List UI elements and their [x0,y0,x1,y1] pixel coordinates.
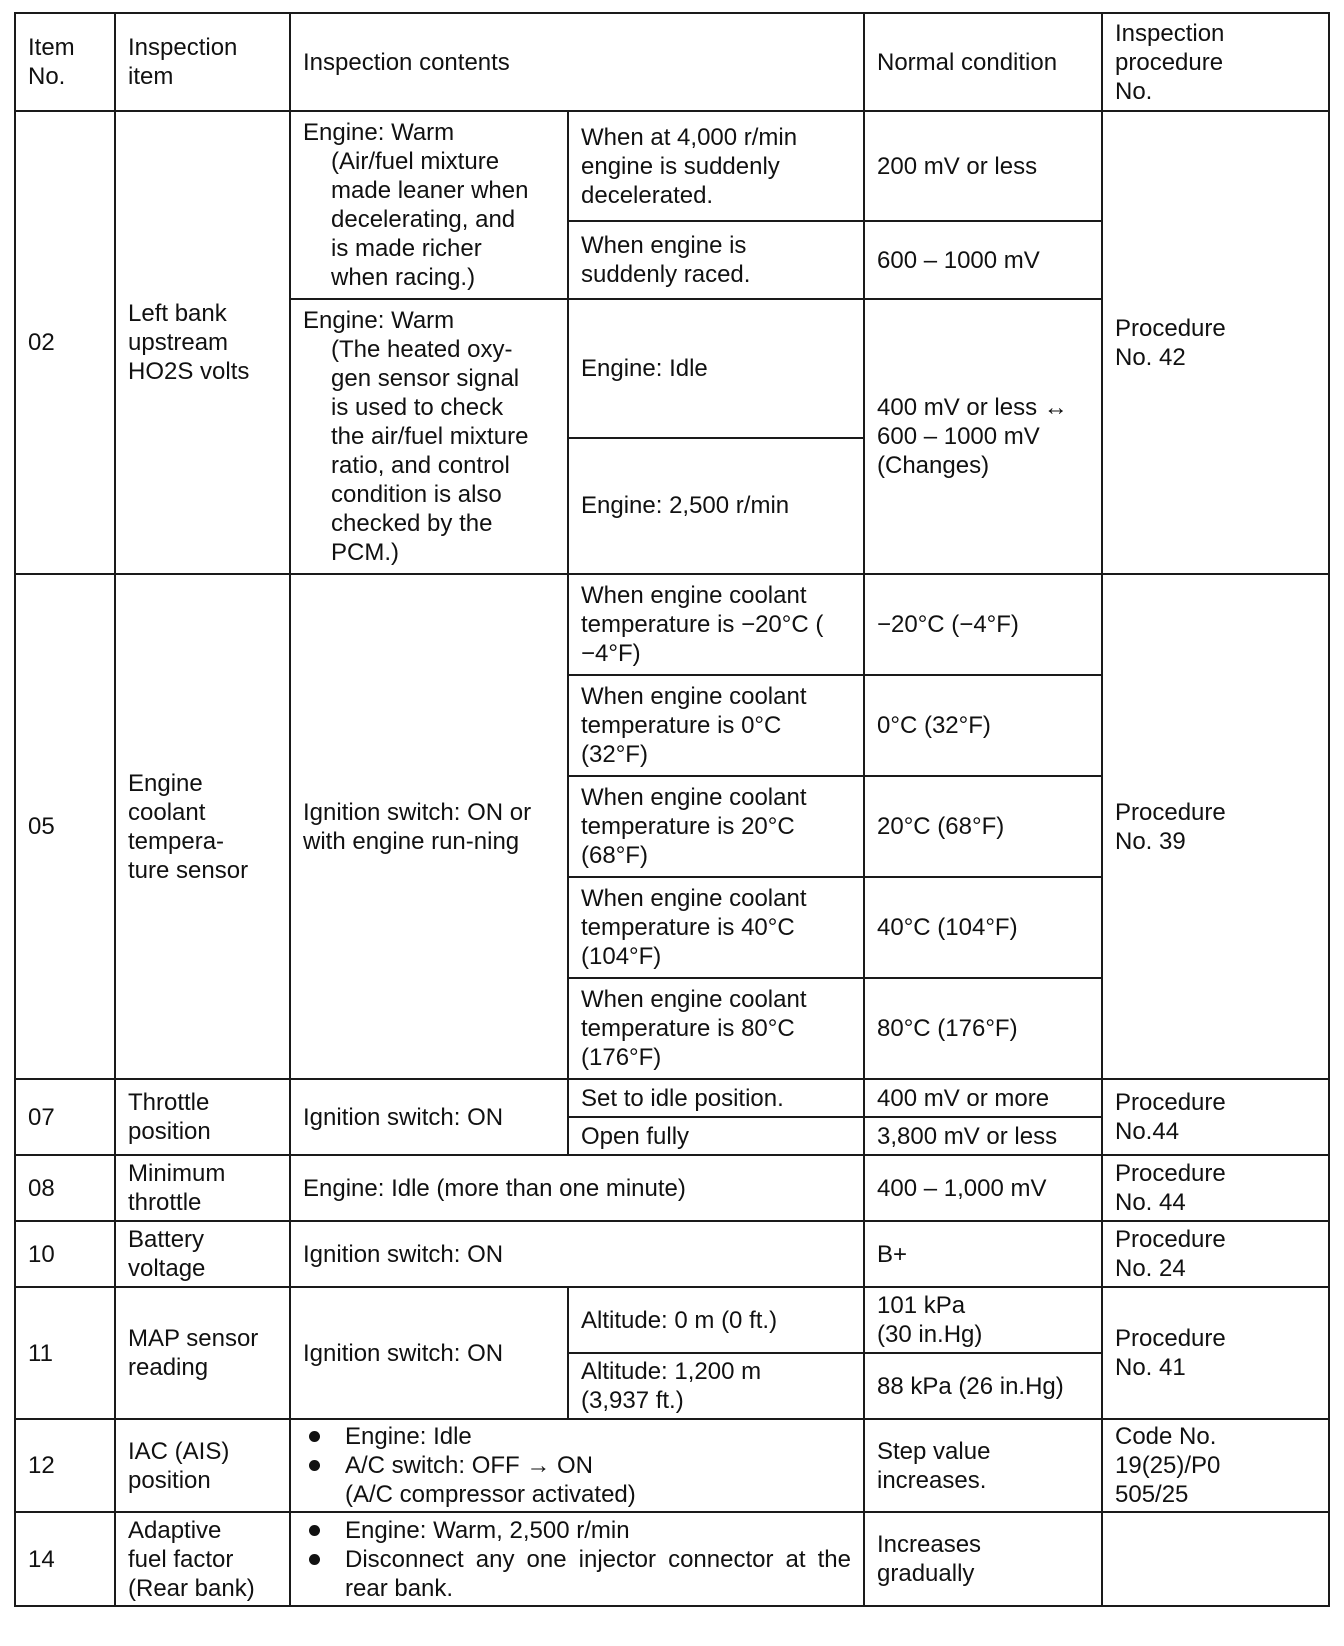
list-item-note: (A/C compressor activated) [345,1481,636,1508]
procedure-cell [1102,1512,1329,1606]
normal-condition-cell: 40°C (104°F) [864,877,1102,978]
normal-condition-cell: 400 mV or less ↔ 600 – 1000 mV (Changes) [864,299,1102,574]
header-normal-condition: Normal condition [864,13,1102,111]
condition-cell: Ignition switch: ON [290,1079,568,1155]
procedure-cell: Procedure No. 44 [1102,1155,1329,1221]
list-item: Engine: Idle [303,1422,851,1451]
inspection-item-cell: Battery voltage [115,1221,290,1287]
inspection-item-cell: IAC (AIS) position [115,1419,290,1512]
normal-condition-cell: 101 kPa (30 in.Hg) [864,1287,1102,1353]
inspection-item-cell: Engine coolant tempera- ture sensor [115,574,290,1079]
table-row [15,1155,1329,1221]
contents-cell: When engine is suddenly raced. [568,221,864,299]
list-item: Engine: Warm, 2,500 r/min [303,1516,851,1545]
table-row [15,574,1329,675]
contents-cell: When engine coolant temperature is 0°C (32°F) [568,675,864,776]
condition-cell: Ignition switch: ON [290,1287,568,1419]
item-no-cell: 08 [15,1155,115,1221]
inspection-item-cell: Adaptive fuel factor (Rear bank) [115,1512,290,1606]
normal-condition-cell: 88 kPa (26 in.Hg) [864,1353,1102,1419]
inspection-table [14,12,1330,1607]
contents-cell: Ignition switch: ON [290,1221,864,1287]
condition-cell [290,299,568,574]
normal-condition-cell: 0°C (32°F) [864,675,1102,776]
item-no-cell: 12 [15,1419,115,1512]
contents-cell [290,1419,864,1512]
table-row [15,111,1329,221]
header-inspection-item: Inspection item [115,13,290,111]
normal-condition-cell: 80°C (176°F) [864,978,1102,1079]
normal-condition-cell: 400 – 1,000 mV [864,1155,1102,1221]
header-procedure-no: Inspection procedure No. [1102,13,1329,111]
table-row [15,1287,1329,1353]
normal-condition-cell: B+ [864,1221,1102,1287]
condition-note: (Air/fuel mixture made leaner when decelerating, and is made richer when racing.) [331,148,529,291]
table-row [15,1512,1329,1606]
normal-condition-cell: Increases gradually [864,1512,1102,1606]
contents-cell: When at 4,000 r/min engine is suddenly decelerated. [568,111,864,221]
contents-cell: Set to idle position. [568,1079,864,1117]
table-header-row [15,13,1329,111]
contents-cell: When engine coolant temperature is 40°C (104°F) [568,877,864,978]
item-no-cell: 11 [15,1287,115,1419]
normal-condition-cell: 600 – 1000 mV [864,221,1102,299]
normal-condition-cell: Step value increases. [864,1419,1102,1512]
item-no-cell: 07 [15,1079,115,1155]
list-item: A/C switch: OFF → ON [303,1451,851,1480]
normal-condition-cell: 3,800 mV or less [864,1117,1102,1155]
inspection-item-cell: Left bank upstream HO2S volts [115,111,290,574]
contents-cell: Engine: Idle [568,299,864,438]
normal-condition-cell: −20°C (−4°F) [864,574,1102,675]
contents-cell: Altitude: 1,200 m (3,937 ft.) [568,1353,864,1419]
inspection-item-cell: Throttle position [115,1079,290,1155]
contents-cell: Engine: Idle (more than one minute) [290,1155,864,1221]
procedure-cell: Procedure No. 24 [1102,1221,1329,1287]
procedure-cell: Procedure No. 41 [1102,1287,1329,1419]
procedure-cell: Code No. 19(25)/P0 505/25 [1102,1419,1329,1512]
contents-cell: When engine coolant temperature is 80°C (176°F) [568,978,864,1079]
procedure-cell: Procedure No.44 [1102,1079,1329,1155]
normal-condition-cell: 20°C (68°F) [864,776,1102,877]
contents-cell: Open fully [568,1117,864,1155]
inspection-item-cell: MAP sensor reading [115,1287,290,1419]
normal-condition-cell: 400 mV or more [864,1079,1102,1117]
contents-cell: When engine coolant temperature is 20°C (68°F) [568,776,864,877]
procedure-cell: Procedure No. 39 [1102,574,1329,1079]
condition-title: Engine: Warm [303,307,455,334]
normal-condition-cell: 200 mV or less [864,111,1102,221]
item-no-cell: 02 [15,111,115,574]
table-row [15,1079,1329,1117]
header-item-no: Item No. [15,13,115,111]
table-row [15,1419,1329,1512]
procedure-cell: Procedure No. 42 [1102,111,1329,574]
condition-cell [290,111,568,299]
item-no-cell: 14 [15,1512,115,1606]
inspection-item-cell: Minimum throttle [115,1155,290,1221]
contents-cell: When engine coolant temperature is −20°C ( −4°F) [568,574,864,675]
condition-title: Engine: Warm [303,119,455,146]
list-item: Disconnect any one injector connector at the rear bank. [303,1545,851,1603]
item-no-cell: 05 [15,574,115,1079]
condition-note: (The heated oxy- gen sensor signal is used to check the air/fuel mixture ratio, and control condition is also checked by the PCM.) [331,336,529,566]
contents-cell: Engine: 2,500 r/min [568,438,864,574]
contents-cell: Altitude: 0 m (0 ft.) [568,1287,864,1353]
contents-cell [290,1512,864,1606]
item-no-cell: 10 [15,1221,115,1287]
table-row [15,1221,1329,1287]
condition-cell: Ignition switch: ON or with engine run-ning [290,574,568,1079]
header-inspection-contents: Inspection contents [290,13,864,111]
